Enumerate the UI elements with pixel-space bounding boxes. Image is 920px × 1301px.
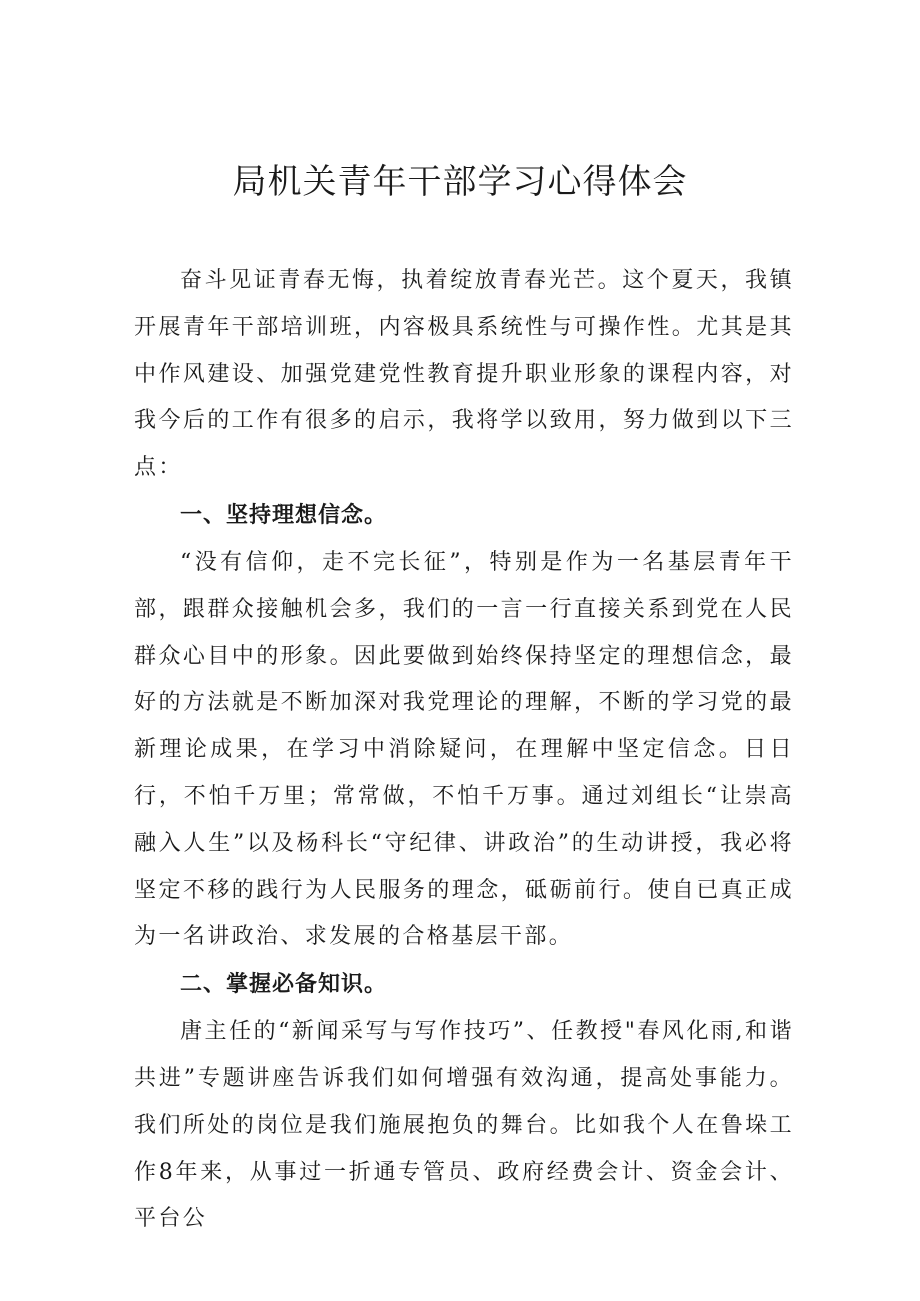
paragraph-section-2: 唐主任的“新闻采写与写作技巧”、任教授"春风化雨,和谐共进”专题讲座告诉我们如何增强有效沟通，提高处事能力。我们所处的岗位是我们施展抱负的舞台。比如我个人在鲁垛工作8年来，从事过一折通专管员、政府经费会计、资金会计、平台公 bbox=[134, 1019, 794, 1232]
document-body bbox=[134, 258, 794, 1243]
document-title: 局机关青年干部学习心得体会 bbox=[232, 162, 688, 202]
paragraph-intro: 奋斗见证青春无悔，执着绽放青春光芒。这个夏天，我镇开展青年干部培训班，内容极具系统性与可操作性。尤其是其中作风建设、加强党建党性教育提升职业形象的课程内容，对我今后的工作有很多的启示，我将学以致用，努力做到以下三点： bbox=[134, 268, 794, 481]
paragraph-section-1: “没有信仰，走不完长征”，特别是作为一名基层青年干部，跟群众接触机会多，我们的一言一行直接关系到党在人民群众心目中的形象。因此要做到始终保持坚定的理想信念，最好的方法就是不断加深对我党理论的理解，不断的学习党的最新理论成果，在学习中消除疑问，在理解中坚定信念。日日行，不怕千万里；常常做，不怕千万事。通过刘组长“让崇高融入人生”以及杨科长“守纪律、讲政治”的生动讲授，我必将坚定不移的践行为人民服务的理念，砥砺前行。使自已真正成为一名讲政治、求发展的合格基层干部。 bbox=[134, 549, 794, 950]
section-heading-2: 二、掌握必备知识。 bbox=[180, 972, 388, 998]
section-heading-1: 一、坚持理想信念。 bbox=[180, 502, 388, 528]
